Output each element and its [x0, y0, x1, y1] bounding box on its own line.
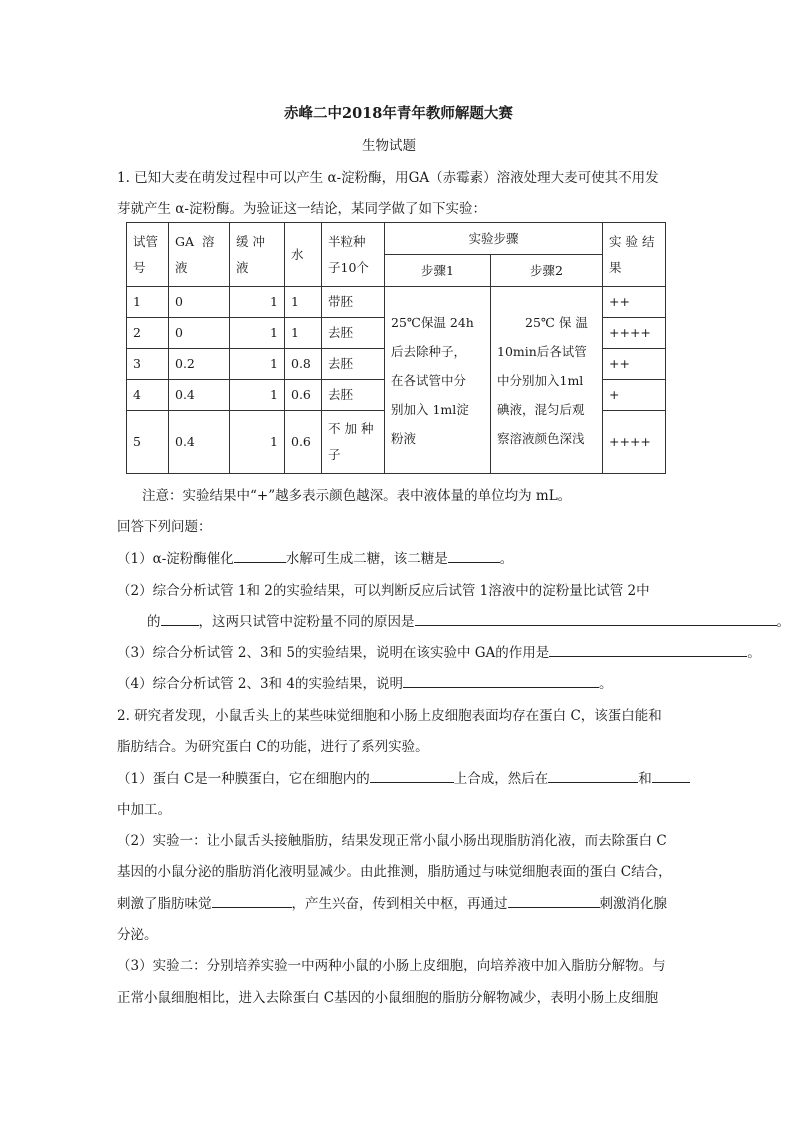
cell-tube: 2	[127, 318, 169, 349]
header-buffer: 缓 冲 液	[230, 223, 285, 287]
q1-sub4: （4）综合分析试管 2、3和 4的实验结果，说明 。	[117, 676, 613, 692]
cell-seed: 带胚	[322, 287, 385, 318]
q2-sub2-line3: 刺激了脂肪味觉 ，产生兴奋，传到相关中枢，再通过 刺激消化腺	[117, 896, 667, 912]
cell-tube: 4	[127, 380, 169, 411]
answer-blank[interactable]	[403, 675, 599, 688]
q2-stem-line2: 脂肪结合。为研究蛋白 C的功能，进行了系列实验。	[117, 739, 429, 755]
q2-sub2-line4: 分泌。	[117, 927, 158, 943]
cell-tube: 5	[127, 411, 169, 474]
header-step1: 步骤1	[385, 255, 491, 287]
answer-blank[interactable]	[234, 550, 286, 563]
answer-blank[interactable]	[212, 895, 292, 908]
cell-ga: 0.4	[169, 411, 230, 474]
cell-result: ++	[603, 287, 666, 318]
answer-prompt: 回答下列问题：	[117, 519, 212, 535]
answer-blank[interactable]	[370, 770, 454, 783]
cell-buffer: 1	[230, 349, 285, 380]
cell-water: 0.6	[285, 380, 322, 411]
header-ga: GA 溶 液	[169, 223, 230, 287]
q2-sub1-line1: （1）蛋白 C是一种膜蛋白，它在细胞内的 上合成，然后在 和	[117, 767, 690, 787]
experiment-table	[126, 222, 666, 474]
cell-buffer: 1	[230, 411, 285, 474]
cell-buffer: 1	[230, 318, 285, 349]
cell-water: 0.8	[285, 349, 322, 380]
cell-result: +	[603, 380, 666, 411]
answer-blank[interactable]	[508, 895, 600, 908]
answer-blank[interactable]	[549, 644, 747, 657]
answer-blank[interactable]	[415, 613, 777, 626]
cell-step2: 25℃ 保 温 10min后各试管 中分别加入1ml 碘液，混匀后观 察溶液颜色深浅	[491, 287, 603, 474]
q2-sub3-line2: 正常小鼠细胞相比，进入去除蛋白 C基因的小鼠细胞的脂肪分解物减少，表明小肠上皮细胞	[117, 990, 659, 1006]
cell-seed: 不 加 种 子	[322, 411, 385, 474]
q1-sub2-line1: （2）综合分析试管 1和 2的实验结果，可以判断反应后试管 1溶液中的淀粉量比试管 2中	[117, 583, 650, 599]
cell-buffer: 1	[230, 287, 285, 318]
q1-sub2-line2: 的 ，这两只试管中淀粉量不同的原因是 。	[147, 614, 790, 630]
cell-water: 1	[285, 318, 322, 349]
header-seed: 半粒种 子10个	[322, 223, 385, 287]
cell-seed: 去胚	[322, 380, 385, 411]
cell-result: ++++	[603, 318, 666, 349]
header-steps: 实验步骤	[385, 223, 603, 255]
cell-water: 1	[285, 287, 322, 318]
answer-blank[interactable]	[652, 770, 690, 783]
table-note: 注意：实验结果中“+”越多表示颜色越深。表中液体量的单位均为 mL。	[142, 488, 572, 504]
cell-water: 0.6	[285, 411, 322, 474]
q1-sub1: （1）α-淀粉酶催化 水解可生成二糖，该二糖是 。	[117, 551, 514, 567]
answer-blank[interactable]	[548, 770, 638, 783]
page-subtitle: 生物试题	[362, 138, 416, 154]
header-result: 实 验 结 果	[603, 223, 666, 287]
header-water: 水	[285, 223, 322, 287]
q1-stem-line1: 1. 已知大麦在萌发过程中可以产生 α-淀粉酶，用GA（赤霉素）溶液处理大麦可使其不用发	[117, 170, 659, 186]
header-step2: 步骤2	[491, 255, 603, 287]
q2-sub2-line1: （2）实验一：让小鼠舌头接触脂肪，结果发现正常小鼠小肠出现脂肪消化液，而去除蛋白 C	[117, 833, 667, 849]
page-title: 赤峰二中2018年青年教师解题大赛	[284, 105, 513, 122]
answer-blank[interactable]	[448, 550, 500, 563]
q2-stem-line1: 2. 研究者发现，小鼠舌头上的某些味觉细胞和小肠上皮细胞表面均存在蛋白 C，该蛋白能和	[117, 708, 662, 724]
cell-seed: 去胚	[322, 349, 385, 380]
cell-buffer: 1	[230, 380, 285, 411]
cell-ga: 0.4	[169, 380, 230, 411]
q1-stem-line2: 芽就产生 α-淀粉酶。为验证这一结论，某同学做了如下实验：	[117, 201, 486, 217]
table-header-row	[127, 223, 666, 255]
header-tube: 试管 号	[127, 223, 169, 287]
q2-sub3-line1: （3）实验二：分别培养实验一中两种小鼠的小肠上皮细胞，向培养液中加入脂肪分解物。与	[117, 958, 666, 974]
cell-ga: 0	[169, 318, 230, 349]
q2-sub2-line2: 基因的小鼠分泌的脂肪消化液明显减少。由此推测，脂肪通过与味觉细胞表面的蛋白 C结合，	[117, 864, 672, 880]
cell-result: ++++	[603, 411, 666, 474]
cell-ga: 0	[169, 287, 230, 318]
q2-sub1-line2: 中加工。	[117, 802, 171, 818]
cell-step1: 25℃保温 24h 后去除种子， 在各试管中分 别加入 1ml淀 粉液	[385, 287, 491, 474]
cell-result: ++	[603, 349, 666, 380]
cell-tube: 3	[127, 349, 169, 380]
cell-seed: 去胚	[322, 318, 385, 349]
answer-blank[interactable]	[161, 613, 199, 626]
table-row	[127, 287, 666, 318]
cell-tube: 1	[127, 287, 169, 318]
cell-ga: 0.2	[169, 349, 230, 380]
q1-sub3: （3）综合分析试管 2、3和 5的实验结果，说明在该实验中 GA的作用是 。	[117, 645, 761, 661]
